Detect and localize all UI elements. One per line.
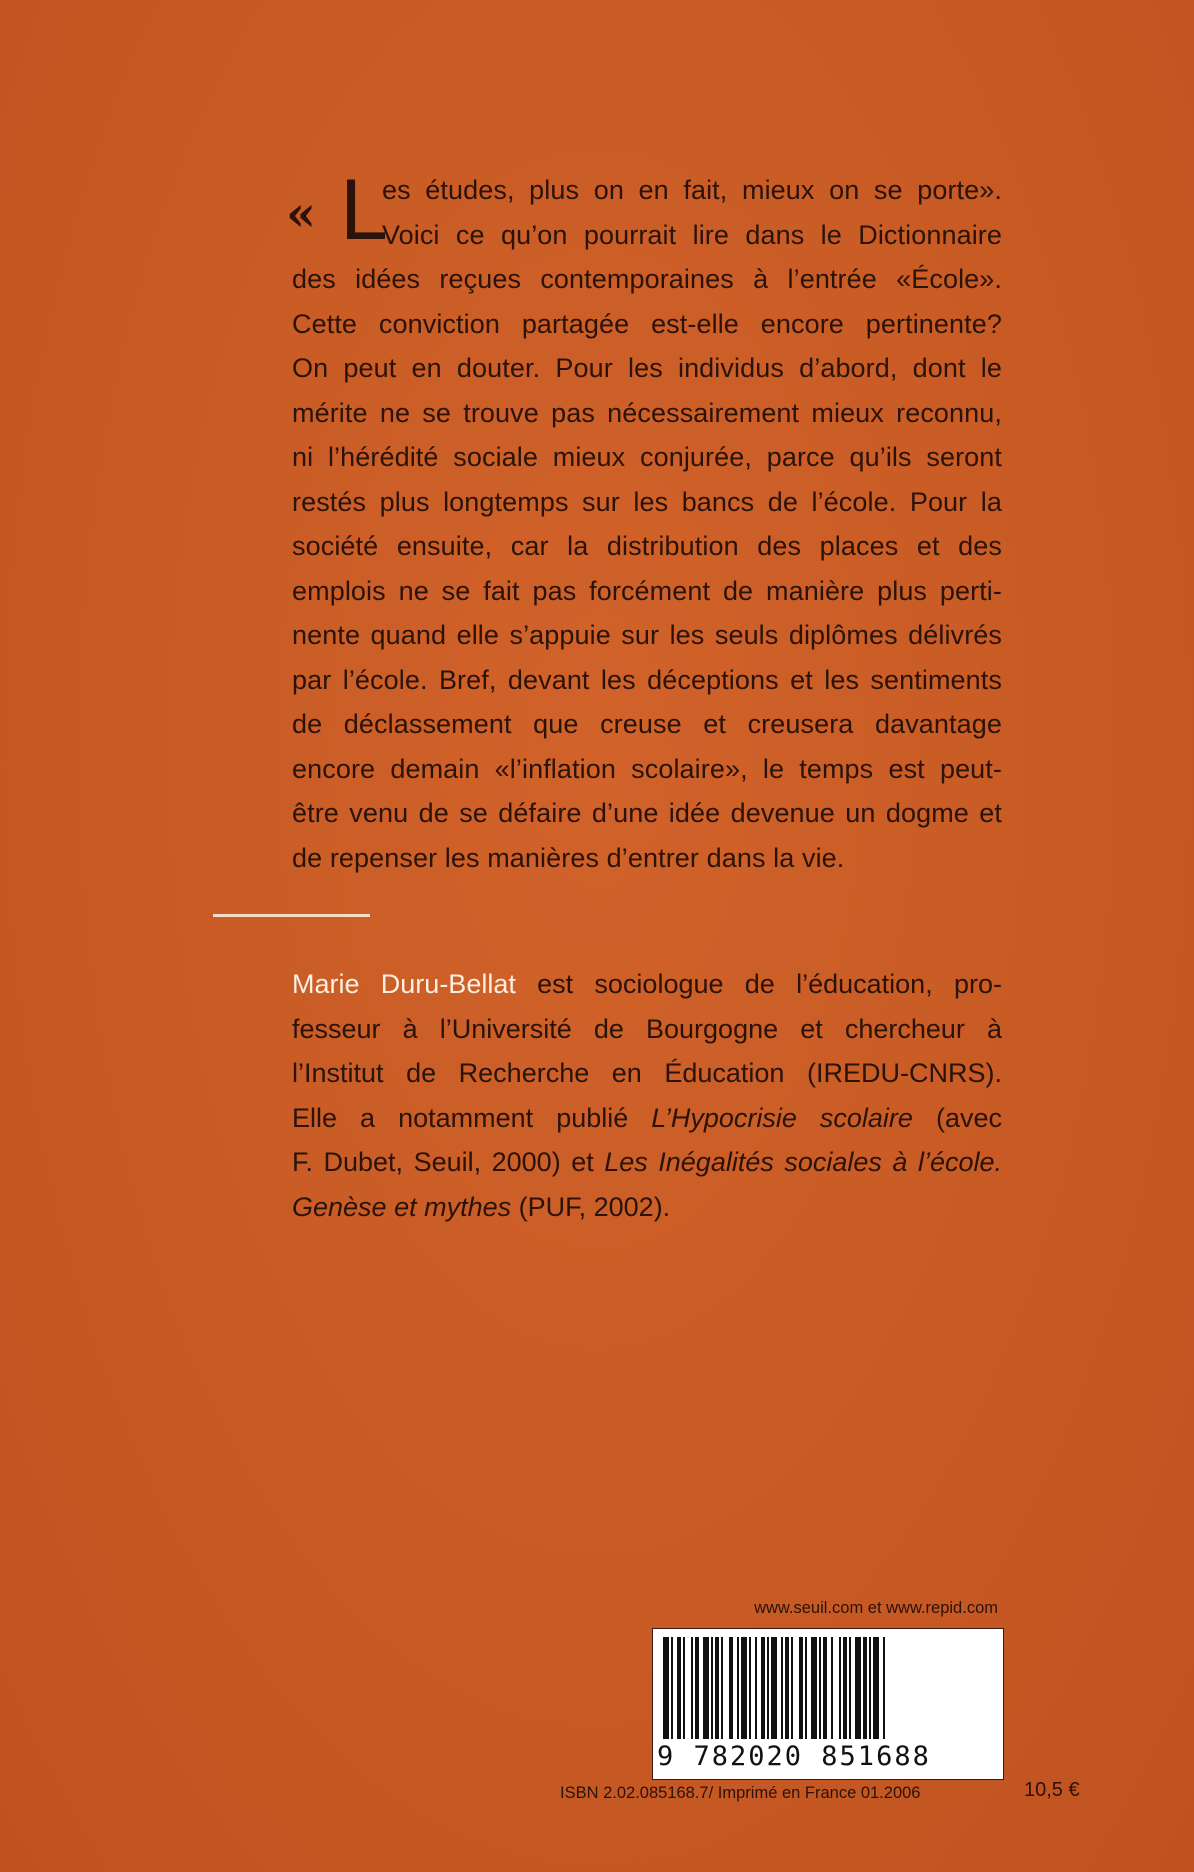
blurb-line: nente quand elle s’appuie sur les seuls diplômes délivrés xyxy=(292,620,1002,650)
barcode-bar xyxy=(741,1637,747,1739)
bio-text: est sociologue de l’éducation, pro- xyxy=(515,969,1002,999)
barcode-bar xyxy=(785,1637,789,1739)
barcode-bar xyxy=(711,1637,713,1739)
barcode-bar xyxy=(755,1637,757,1739)
barcode-bar xyxy=(805,1637,807,1739)
barcode-bar xyxy=(791,1637,793,1739)
barcode-bar xyxy=(703,1637,709,1739)
blurb-line: ni l’hérédité sociale mieux conjurée, parce qu’ils seront xyxy=(292,442,1002,472)
bio-line: l’Institut de Recherche en Éducation (IREDU-CNRS). xyxy=(292,1058,1002,1088)
bio-text: Elle a notamment publié xyxy=(292,1102,652,1133)
book-title: Les Inégalités sociales à l’école. xyxy=(604,1147,1003,1177)
barcode-bar xyxy=(663,1637,669,1739)
barcode-bar xyxy=(883,1637,885,1739)
blurb-line: encore demain «l’inflation scolaire», le temps est peut- xyxy=(292,753,1002,784)
barcode-bar xyxy=(849,1637,851,1739)
barcode-bar xyxy=(771,1637,777,1739)
barcode-bar xyxy=(799,1637,803,1739)
barcode-bar xyxy=(819,1637,821,1739)
barcode-bar xyxy=(737,1637,739,1739)
barcode-bar xyxy=(677,1637,681,1739)
author-bio xyxy=(292,962,1002,1229)
barcode-bar xyxy=(863,1637,867,1739)
barcode xyxy=(652,1628,1004,1780)
bio-line xyxy=(292,1096,1002,1141)
bio-line xyxy=(292,1140,1002,1185)
barcode-bar xyxy=(873,1637,879,1739)
blurb-text xyxy=(286,162,1002,880)
opening-quote: « xyxy=(286,186,317,242)
barcode-bar xyxy=(811,1637,817,1739)
barcode-bar xyxy=(767,1637,769,1739)
publisher-websites: www.seuil.com et www.repid.com xyxy=(754,1599,998,1617)
blurb-line: des idées reçues contemporaines à l’entrée «École». xyxy=(292,264,1002,294)
bio-line xyxy=(292,1185,1002,1230)
barcode-bar xyxy=(691,1637,693,1739)
blurb-line: mérite ne se trouve pas nécessairement mieux reconnu, xyxy=(292,397,1002,428)
barcode-bar xyxy=(729,1637,733,1739)
barcode-bar xyxy=(823,1637,827,1739)
blurb-line: es études, plus on en fait, mieux on se porte». xyxy=(382,175,1002,205)
blurb-line: société ensuite, car la distribution des places et des xyxy=(292,531,1002,561)
barcode-bar xyxy=(839,1637,841,1739)
barcode-bar xyxy=(671,1637,673,1739)
blurb-line: de déclassement que creuse et creusera davantage xyxy=(292,709,1002,739)
barcode-bar xyxy=(749,1637,751,1739)
barcode-bar xyxy=(869,1637,871,1739)
bio-text: (PUF, 2002). xyxy=(511,1191,671,1222)
book-title: L’Hypocrisie scolaire xyxy=(651,1102,913,1133)
blurb-line: par l’école. Bref, devant les déceptions et les sentiments xyxy=(292,664,1002,695)
book-title: Genèse et mythes xyxy=(292,1191,512,1222)
barcode-bar xyxy=(831,1637,833,1739)
blurb-line: être venu de se défaire d’une idée devenue un dogme et xyxy=(292,798,1002,828)
barcode-bar xyxy=(855,1637,861,1739)
bio-text: (avec xyxy=(912,1102,1002,1133)
bio-line: fesseur à l’Université de Bourgogne et chercheur à xyxy=(292,1013,1002,1044)
divider-rule xyxy=(213,914,370,917)
isbn-line: ISBN 2.02.085168.7/ Imprimé en France 01.2006 xyxy=(560,1784,921,1802)
barcode-digits: 9 782020 851688 xyxy=(657,1741,1001,1772)
bio-line xyxy=(292,962,1002,1007)
blurb-line: On peut en douter. Pour les individus d’abord, dont le xyxy=(292,353,1002,383)
barcode-bar xyxy=(695,1637,699,1739)
blurb-line: de repenser les manières d’entrer dans la vie. xyxy=(292,842,845,873)
barcode-bar xyxy=(721,1637,723,1739)
blurb-line: restés plus longtemps sur les bancs de l’école. Pour la xyxy=(292,486,1002,517)
barcode-bar xyxy=(761,1637,765,1739)
author-name: Marie Duru-Bellat xyxy=(292,969,516,999)
blurb-line: Cette conviction partagée est-elle encore pertinente? xyxy=(292,308,1002,339)
price: 10,5 € xyxy=(1024,1779,1080,1801)
blurb-line: emplois ne se fait pas forcément de manière plus perti- xyxy=(292,575,1002,606)
barcode-bar xyxy=(683,1637,685,1739)
barcode-bar xyxy=(843,1637,847,1739)
barcode-bar xyxy=(781,1637,783,1739)
bio-text: F. Dubet, Seuil, 2000) et xyxy=(292,1147,605,1177)
blurb-line: Voici ce qu’on pourrait lire dans le Dictionnaire xyxy=(382,219,1002,250)
barcode-bar xyxy=(715,1637,719,1739)
drop-cap: L xyxy=(340,162,388,258)
